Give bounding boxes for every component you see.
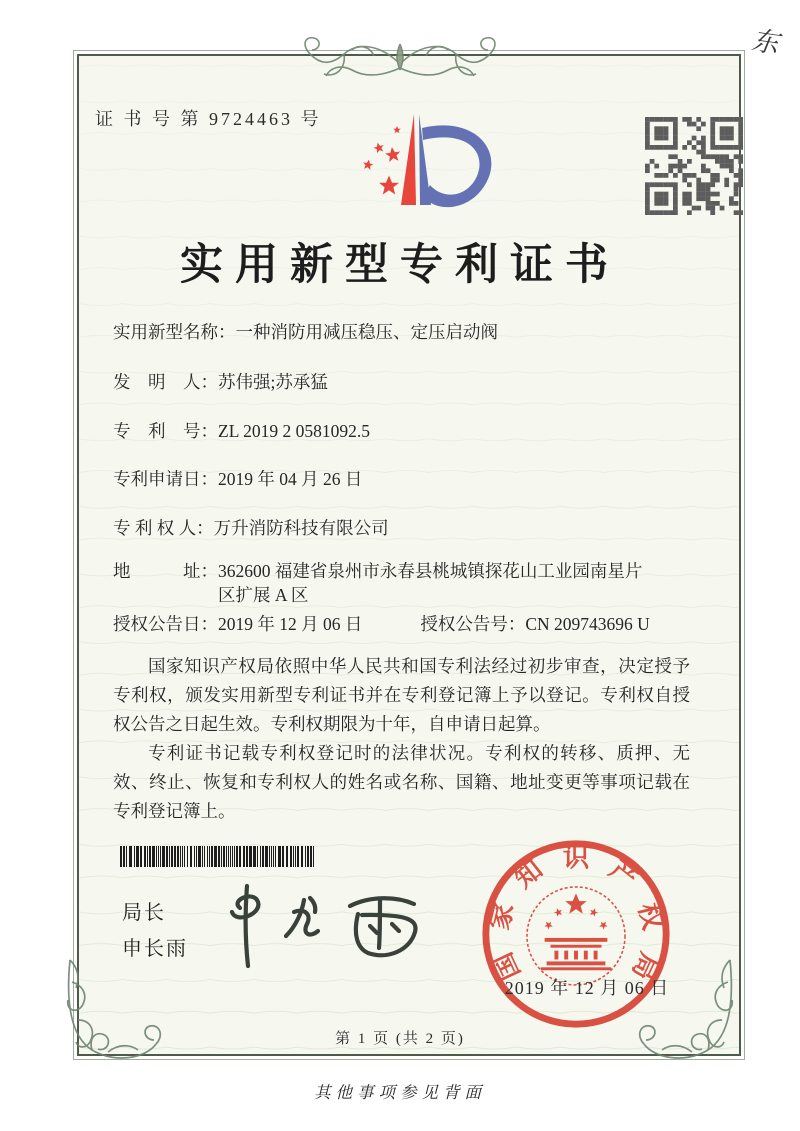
certificate-title: 实用新型专利证书: [180, 242, 620, 289]
legal-paragraph-2: 专利证书记载专利权登记时的法律状况。专利权的转移、质押、无效、终止、恢复和专利权人的姓名或名称、国籍、地址变更等事项记载在专利登记簿上。: [113, 743, 690, 821]
svg-text:识: 识: [562, 842, 590, 873]
field-inventor: [113, 370, 698, 394]
field-filing-date: [113, 467, 698, 491]
field-label: 专 利 号：: [113, 421, 218, 441]
field-label: 发 明 人：: [113, 372, 218, 392]
field-value: 一种消防用减压稳压、定压启动阀: [235, 322, 498, 342]
grant-date-under-seal: 2019 年 12 月 06 日: [504, 978, 670, 998]
handwritten-signature: [212, 876, 462, 971]
field-label: 实用新型名称：: [113, 322, 236, 342]
field-value: 苏伟强;苏承猛: [218, 372, 328, 392]
barcode: [120, 846, 322, 867]
back-side-note: 其他事项参见背面: [314, 1083, 486, 1102]
field-value: 2019 年 12 月 06 日: [218, 614, 363, 634]
official-red-seal: [478, 836, 674, 1032]
barcode-gap: [314, 846, 316, 867]
handwritten-corner-mark: 东: [749, 25, 781, 59]
page-number-footer: 第 1 页 (共 2 页): [335, 1031, 465, 1047]
legal-body-text: [113, 652, 690, 826]
cnipa-logo: [330, 108, 505, 223]
field-value: 2019 年 04 月 26 日: [218, 469, 363, 489]
field-patentee: [113, 516, 698, 540]
field-patent-number: [113, 419, 698, 443]
certificate-number: 证 书 号 第 9724463 号: [95, 109, 322, 129]
commissioner-title: 局长: [122, 902, 166, 924]
field-value: ZL 2019 2 0581092.5: [218, 421, 370, 441]
field-label: 地 址：: [113, 561, 218, 581]
svg-text:家: 家: [483, 900, 520, 933]
legal-paragraph-1: 国家知识产权局依照中华人民共和国专利法经过初步审查，决定授予专利权，颁发实用新型专利证书并在专利登记簿上予以登记。专利权自授权公告之日起生效。专利权期限为十年，自申请日起算。: [113, 656, 690, 734]
field-value: 万升消防科技有限公司: [213, 518, 389, 538]
field-value: 362600 福建省泉州市永春县桃城镇探花山工业园南星片区扩展 A 区: [218, 561, 643, 605]
field-label: 授权公告日：: [113, 614, 218, 634]
field-label: 专利申请日：: [113, 469, 218, 489]
svg-text:知: 知: [508, 853, 549, 894]
field-label: 专 利 权 人：: [113, 518, 214, 538]
qr-code: [645, 117, 743, 215]
grant-number-value: CN 209743696 U: [525, 614, 650, 634]
svg-text:权: 权: [632, 900, 669, 933]
certificate-fields: [113, 320, 698, 636]
field-address: [113, 559, 698, 607]
svg-text:国: 国: [487, 948, 526, 985]
grant-number-label: 授权公告号：: [420, 614, 526, 634]
svg-text:产: 产: [603, 853, 644, 894]
commissioner-name: 申长雨: [122, 938, 188, 960]
svg-text:局: 局: [626, 948, 665, 985]
field-utility-model-name: [113, 320, 698, 344]
field-grant-date-and-number: [113, 612, 698, 636]
